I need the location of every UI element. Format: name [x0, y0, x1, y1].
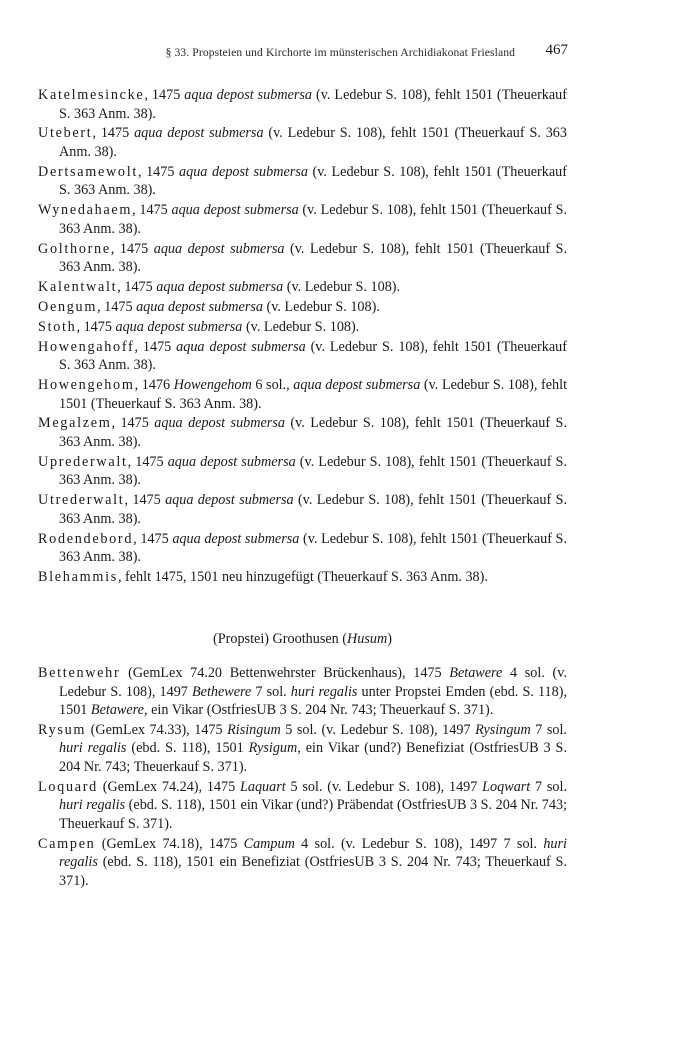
- entry-italic-text: aqua depost submersa: [153, 240, 285, 257]
- entry-headword: Loquard: [38, 778, 98, 795]
- entry-text: 5 sol. (v. Ledebur S. 108), 1497: [285, 778, 483, 795]
- entry: [38, 338, 567, 375]
- entry-italic-text: aqua depost submersa: [165, 492, 294, 509]
- entry-italic-text: Betawere: [449, 665, 503, 681]
- entry-text: , 1475: [144, 87, 185, 103]
- entry-list-part2: [38, 664, 567, 890]
- entry-text: (ebd. S. 118), 1501 ein Vikar (und?) Präbendat (OstfriesUB 3 S. 204 Nr. 743; Theuerkauf S. 371).: [59, 797, 567, 832]
- entry-italic-text: aqua depost submersa: [115, 318, 243, 335]
- entry: [38, 298, 567, 317]
- entry-headword: Kalentwalt: [38, 278, 118, 295]
- entry-italic-text: aqua depost submersa: [154, 415, 285, 432]
- entry-text: (v. Ledebur S. 108).: [242, 318, 360, 335]
- entry-headword: Wynedahaem: [38, 202, 133, 219]
- entry-italic-text: huri regalis: [59, 797, 126, 814]
- entry-text: (v. Ledebur S. 108), fehlt 1501 (Theuerkauf S. 363 Anm. 38).: [59, 338, 567, 374]
- page-number: 467: [545, 42, 568, 58]
- entry-text: (v. Ledebur S. 108), fehlt 1501 (Theuerkauf S. 363 Anm. 38).: [59, 163, 567, 199]
- entry-text: (GemLex 74.33), 1475: [86, 721, 228, 738]
- entry-text: , 1475: [132, 202, 172, 219]
- entry-text: 6 sol.,: [251, 377, 294, 394]
- entry-text: , 1476: [134, 377, 174, 394]
- entry-text: (v. Ledebur S. 108).: [283, 278, 401, 295]
- entry-text: (ebd. S. 118), 1501 ein Benefiziat (OstfriesUB 3 S. 204 Nr. 743; Theuerkauf S. 371).: [59, 854, 567, 889]
- entry-text: , 1475: [111, 415, 155, 432]
- entry-headword: Katelmesincke: [38, 87, 145, 103]
- entry: [38, 530, 567, 567]
- entry: [38, 201, 567, 238]
- entry-headword: Oengum: [38, 298, 98, 315]
- entry-headword: Rysum: [38, 721, 87, 738]
- entry-text: (v. Ledebur S. 108), fehlt 1501 (Theuerkauf S. 363 Anm. 38).: [59, 492, 568, 527]
- entry-italic-text: aqua depost submersa: [171, 202, 299, 219]
- entry-text: unter Propstei Emden (ebd. S. 118), 1501: [59, 683, 567, 718]
- entry: [38, 453, 567, 490]
- entry-italic-text: Rysigum: [248, 740, 298, 757]
- entry-italic-text: Bethewere: [191, 683, 252, 700]
- section-heading-italic: Husum: [347, 631, 388, 647]
- section-heading-close: ): [387, 631, 392, 647]
- section-heading-text: (Propstei) Groothusen (: [213, 631, 348, 647]
- entry-italic-text: aqua depost submersa: [179, 163, 308, 180]
- entry-text: 7 sol.: [251, 683, 291, 700]
- entry-italic-text: Loqwart: [482, 778, 531, 795]
- entry-text: (v. Ledebur S. 108), fehlt 1501 (Theuerkauf S. 363 Anm. 38).: [59, 415, 567, 450]
- entry: [38, 376, 567, 413]
- entry-text: , 1475: [76, 318, 116, 335]
- entry: [38, 318, 567, 337]
- entry-text: (v. Ledebur S. 108), fehlt 1501 (Theuerkauf S. 363 Anm. 38).: [59, 453, 567, 489]
- entry-italic-text: Howengehom: [173, 377, 252, 394]
- entry-text: , 1475: [133, 530, 173, 547]
- entry-headword: Rodendebord: [38, 530, 134, 547]
- entry-text: , ein Vikar (OstfriesUB 3 S. 204 Nr. 743; Theuerkauf S. 371).: [143, 702, 494, 718]
- entry-italic-text: aqua depost submersa: [134, 125, 264, 142]
- entry-headword: Blehammis: [38, 568, 118, 585]
- entry-text: 7 sol.: [530, 721, 567, 738]
- entry-text: , 1475: [97, 298, 137, 315]
- entry-italic-text: aqua depost submersa: [172, 530, 300, 547]
- entry-italic-text: Risingum: [227, 721, 281, 738]
- entry-text: (v. Ledebur S. 108), fehlt 1501 (Theuerkauf S. 363 Anm. 38).: [59, 530, 567, 566]
- entry-text: , 1475: [127, 453, 168, 470]
- running-head: [0, 42, 700, 62]
- entry-text: (v. Ledebur S. 108).: [262, 298, 380, 315]
- entry: [38, 491, 567, 528]
- entry: [38, 721, 567, 777]
- entry: [38, 163, 567, 200]
- entry-headword: Stoth: [38, 318, 77, 335]
- entry-text: (v. Ledebur S. 108), fehlt 1501 (Theuerkauf S. 363 Anm. 38).: [59, 87, 568, 122]
- entry: [38, 240, 567, 277]
- entry-text: 7 sol.: [530, 778, 568, 795]
- entry: [38, 778, 567, 834]
- entry-headword: Campen: [38, 835, 96, 852]
- entry-headword: Megalzem: [38, 415, 112, 432]
- entry-text: , ein Vikar (und?) Benefiziat (OstfriesUB 3 S. 204 Nr. 743; Theuerkauf S. 371).: [59, 740, 567, 775]
- entry-italic-text: Campum: [243, 835, 295, 852]
- entry-text: (ebd. S. 118), 1501: [126, 740, 249, 757]
- entry-italic-text: Laquart: [239, 778, 286, 795]
- entry: [38, 278, 567, 297]
- entry-list-part1: [38, 86, 567, 586]
- entry-text: 5 sol. (v. Ledebur S. 108), 1497: [280, 721, 476, 738]
- entry-text: , 1475: [92, 125, 135, 142]
- entry-text: 4 sol. (v. Ledebur S. 108), 1497: [59, 665, 567, 700]
- entry-italic-text: huri regalis: [59, 740, 127, 757]
- entry-headword: Howengahoff: [38, 338, 135, 355]
- entry-headword: Utebert: [38, 125, 93, 142]
- entry-headword: Golthorne: [38, 240, 111, 257]
- entry-italic-text: aqua depost submersa: [136, 298, 263, 315]
- entry-italic-text: aqua depost submersa: [167, 453, 296, 470]
- entry-text: , fehlt 1475, 1501 neu hinzugefügt (Theuerkauf S. 363 Anm. 38).: [117, 568, 488, 585]
- entry-text: (v. Ledebur S. 108), fehlt 1501 (Theuerkauf S. 363 Anm. 38).: [59, 202, 568, 237]
- entry-text: (GemLex 74.18), 1475: [95, 835, 244, 852]
- entry-headword: Uprederwalt: [38, 453, 128, 470]
- entry-italic-text: huri regalis: [290, 683, 358, 700]
- entry-text: , 1475: [110, 240, 154, 257]
- entry: [38, 124, 567, 161]
- running-title: § 33. Propsteien und Kirchorte im münsterischen Archidiakonat Friesland: [165, 46, 515, 59]
- entry-italic-text: aqua depost submersa: [176, 338, 306, 355]
- entry-italic-text: huri regalis: [59, 835, 567, 871]
- entry-headword: Howengehom: [38, 377, 135, 394]
- entry-italic-text: aqua depost submersa: [293, 377, 421, 394]
- entry-text: (GemLex 74.24), 1475: [97, 778, 240, 795]
- entry: [38, 414, 567, 451]
- entry-text: (GemLex 74.20 Bettenwehrster Brückenhaus), 1475: [120, 665, 450, 681]
- entry: [38, 568, 567, 587]
- entry: [38, 86, 567, 123]
- entry-headword: Bettenwehr: [38, 665, 121, 681]
- entry-text: , 1475: [124, 492, 166, 509]
- entry-text: (v. Ledebur S. 108), fehlt 1501 (Theuerkauf S. 363 Anm. 38).: [59, 125, 567, 160]
- entry-text: , 1475: [134, 338, 177, 355]
- entry: [38, 664, 567, 720]
- entry-italic-text: aqua depost submersa: [156, 278, 284, 295]
- entry-text: , 1475: [117, 278, 157, 295]
- entry-headword: Utrederwalt: [38, 492, 125, 509]
- entry-text: (v. Ledebur S. 108), fehlt 1501 (Theuerkauf S. 363 Anm. 38).: [59, 240, 567, 276]
- entry-italic-text: Rysingum: [475, 721, 531, 738]
- entry-text: (v. Ledebur S. 108), fehlt 1501 (Theuerkauf S. 363 Anm. 38).: [59, 377, 568, 412]
- entry: [38, 835, 567, 891]
- entry-text: 4 sol. (v. Ledebur S. 108), 1497 7 sol.: [294, 835, 544, 852]
- entry-italic-text: aqua depost submersa: [184, 87, 313, 103]
- entry-text: , 1475: [137, 163, 180, 180]
- entry-italic-text: Betawere: [90, 702, 144, 718]
- section-heading: [38, 630, 567, 648]
- entry-headword: Dertsamewolt: [38, 163, 138, 180]
